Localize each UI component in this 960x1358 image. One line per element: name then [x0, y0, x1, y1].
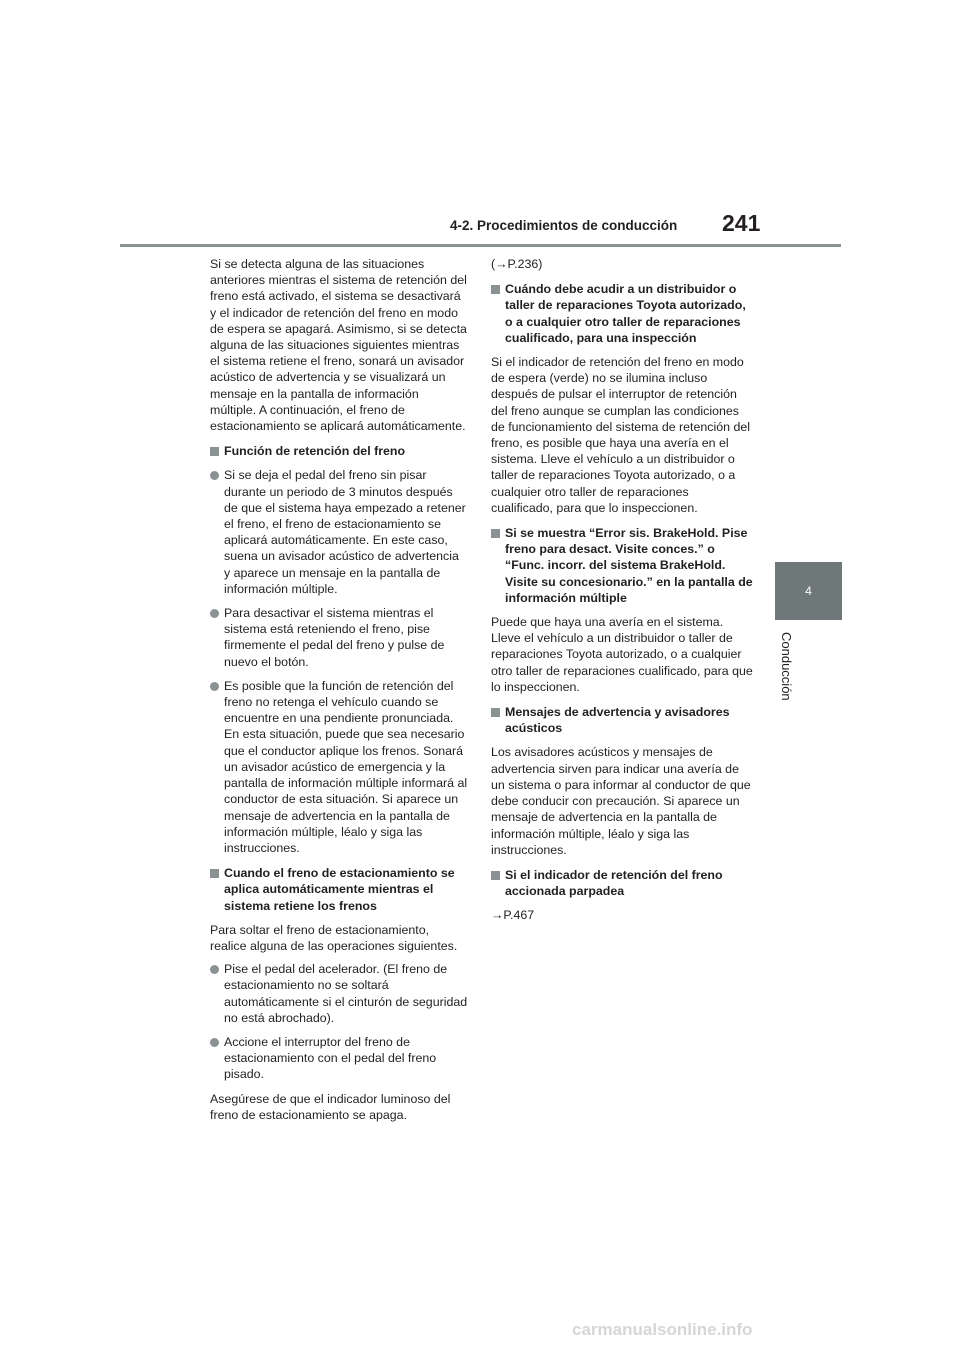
section-heading: Función de retención del freno: [210, 443, 468, 459]
paragraph: Puede que haya una avería en el sistema. Lleve el vehículo a un distribuidor o taller de reparaciones Toyota autorizado, o a cualquier otro taller de reparaciones cualificado, para que lo inspeccionen.: [491, 615, 753, 694]
square-bullet-icon: [491, 708, 500, 717]
circle-bullet-icon: [210, 1038, 219, 1047]
page-number: 241: [722, 210, 761, 236]
circle-bullet-icon: [210, 682, 219, 691]
circle-bullet-icon: [210, 609, 219, 618]
paragraph: Los avisadores acústicos y mensajes de advertencia sirven para indicar una avería de un sistema o para informar al conductor de que debe conducir con precaución. Si aparece un mensaje de advertencia en la pantalla de información múltiple, léalo y siga las instrucciones.: [491, 745, 751, 857]
chapter-tab[interactable]: [775, 562, 842, 620]
bullet-item: Si se deja el pedal del freno sin pisar durante un periodo de 3 minutos después de que el sistema haya empezado a retener el freno, el freno de estacionamiento se aplicará automáticamente. En este caso, suena un avisador acústico de advertencia y aparece un mensaje en la pantalla de información múltiple.: [210, 467, 468, 597]
bullet-item: Pise el pedal del acelerador. (El freno de estacionamiento no se soltará automáticamente si el cinturón de seguridad no está abrochado).: [210, 961, 468, 1026]
right-column: [491, 256, 753, 931]
section-heading: Mensajes de advertencia y avisadores acústicos: [491, 704, 753, 736]
page-reference[interactable]: (→P.236): [491, 257, 543, 271]
section-heading: Cuándo debe acudir a un distribuidor o taller de reparaciones Toyota autorizado, o a cualquier otro taller de reparaciones cualificado, para una inspección: [491, 281, 753, 346]
square-bullet-icon: [491, 285, 500, 294]
bullet-item: Es posible que la función de retención del freno no retenga el vehículo cuando se encuentre en una pendiente pronunciada. En esta situación, puede que sea necesario que el conductor aplique los frenos. Sonará un avisador acústico de emergencia y la pantalla de información múltiple informará al conductor de esta situación. Si aparece un mensaje de advertencia en la pantalla de información múltiple, léalo y siga las instrucciones.: [210, 678, 468, 856]
chapter-number: 4: [805, 584, 812, 598]
paragraph: Asegúrese de que el indicador luminoso del freno de estacionamiento se apaga.: [210, 1091, 451, 1122]
section-heading: Si se muestra “Error sis. BrakeHold. Pise freno para desact. Visite conces.” o “Func. incorr. del sistema BrakeHold. Visite su concesionario.” en la pantalla de información múltiple: [491, 525, 753, 606]
watermark: carmanualsonline.info: [572, 1320, 753, 1339]
bullet-item: Para desactivar el sistema mientras el sistema está reteniendo el freno, pise firmemente el pedal del freno y pulse de nuevo el botón.: [210, 605, 468, 670]
section-heading: Si el indicador de retención del freno accionada parpadea: [491, 867, 753, 899]
circle-bullet-icon: [210, 471, 219, 480]
intro-paragraph: Si se detecta alguna de las situaciones anteriores mientras el sistema de retención del freno está activado, el sistema se desactivará y el indicador de retención del freno en modo de espera se apagará. Asimismo, si se detecta alguna de las situaciones siguientes mientras el sistema retiene el freno, sonará un avisador acústico de advertencia y se visualizará un mensaje en la pantalla de información múltiple. A continuación, el freno de estacionamiento se aplicará automáticamente.: [210, 257, 467, 434]
paragraph: Para soltar el freno de estacionamiento, realice alguna de las operaciones siguientes.: [210, 922, 458, 953]
square-bullet-icon: [491, 871, 500, 880]
paragraph: Si el indicador de retención del freno en modo de espera (verde) no se ilumina incluso después de pulsar el interruptor de retención del freno aunque se cumplan las condiciones de funcionamiento del sistema de retención del freno, es posible que haya una avería en el sistema. Lleve el vehículo a un distribuidor o taller de reparaciones Toyota autorizado, o a cualquier otro taller de reparaciones cualificado, para que lo inspeccionen.: [491, 355, 750, 515]
circle-bullet-icon: [210, 965, 219, 974]
square-bullet-icon: [210, 869, 219, 878]
header-divider: [120, 244, 841, 247]
square-bullet-icon: [491, 529, 500, 538]
section-title: 4-2. Procedimientos de conducción: [450, 218, 678, 233]
section-heading: Cuando el freno de estacionamiento se aplica automáticamente mientras el sistema retiene los frenos: [210, 865, 468, 914]
left-column: [210, 256, 468, 1130]
page-reference[interactable]: →P.467: [491, 908, 535, 923]
bullet-item: Accione el interruptor del freno de estacionamiento con el pedal del freno pisado.: [210, 1034, 468, 1083]
square-bullet-icon: [210, 447, 219, 456]
chapter-label: Conducción: [779, 632, 794, 701]
